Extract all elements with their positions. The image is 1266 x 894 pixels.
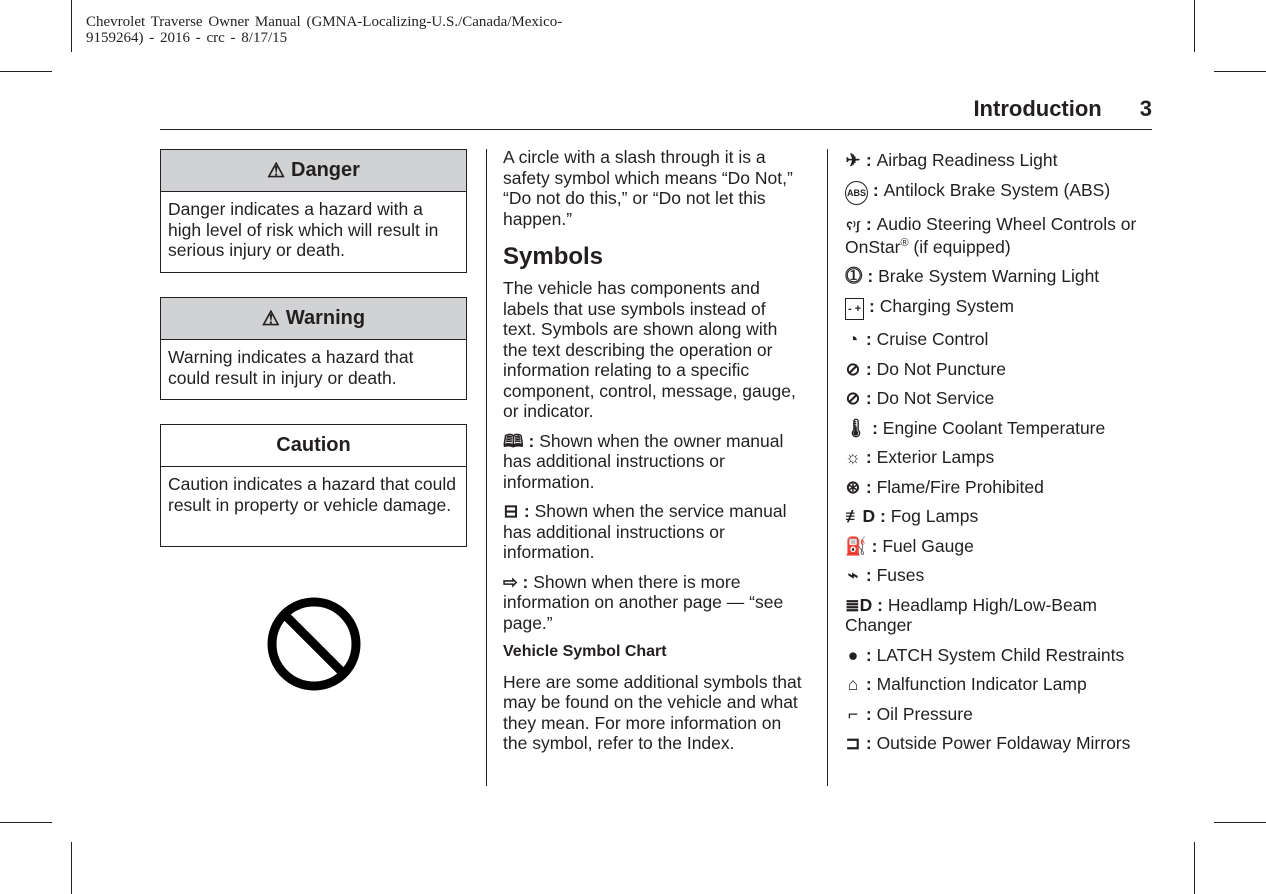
crop-mark [1214,71,1266,72]
crop-mark [71,0,72,52]
mirror-icon: ⊐ [845,733,861,753]
symbol-label: Do Not Service [876,388,995,408]
separator: : [861,476,877,497]
symbols-paragraph: The vehicle has components and labels that use symbols instead of text. Symbols are shown along with the text describing the operation or information relating to a specific component, control, message, gauge, or indicator. [503,278,796,421]
symbol-label: Antilock Brake System (ABS) [883,179,1111,200]
symbol-item [845,447,1155,468]
symbol-label: Audio Steering Wheel Controls or OnStar [845,214,1137,257]
cruise-control-icon: ◔ [847,329,859,349]
danger-text: Danger indicates a hazard with a high level of risk which will result in serious injury or death. [168,199,439,260]
vehicle-symbol-chart-heading: Vehicle Symbol Chart [503,643,667,660]
symbol-list [845,150,1155,763]
symbol-item [845,595,1155,636]
crop-mark [0,71,52,72]
audio-steering-icon: ʕ⁾ʃ [846,219,860,233]
separator: : [861,358,877,379]
symbol-item [845,150,1155,171]
service-manual-icon: ⊟ [503,501,519,521]
flame-prohibited-icon: ⊛ [845,476,861,497]
symbol-item [845,418,1155,439]
abs-icon: ABS [845,181,868,206]
symbol-item [845,506,1155,527]
symbol-item [845,477,1155,498]
ref-text: Shown when the service manual has additional instructions or information. [503,501,787,562]
separator: : [872,594,888,615]
caution-title: Caution [276,434,351,456]
document-header [86,14,562,46]
symbol-label: Oil Pressure [876,703,973,724]
chart-intro-text: Here are some additional symbols that may be found on the vehicle and what they mean. For more information on the symbol, refer to the Index. [503,671,802,753]
crop-mark [1214,822,1266,823]
symbol-item [845,733,1155,754]
owner-manual-icon: 🕮 [503,430,524,451]
symbol-label: Flame/Fire Prohibited [876,476,1044,497]
symbol-label: LATCH System Child Restraints [876,644,1125,665]
crop-mark [71,842,72,894]
headlamp-changer-icon: ≣D [845,594,873,615]
symbol-item [845,536,1155,557]
symbol-label: Brake System Warning Light [878,266,1100,286]
symbol-item [845,674,1155,695]
separator: : [519,501,535,521]
symbol-label: Fuel Gauge [882,535,974,556]
separator: : [861,733,877,753]
running-head [160,96,1152,130]
symbol-label: Outside Power Foldaway Mirrors [876,733,1131,753]
symbol-label: Airbag Readiness Light [876,150,1058,170]
symbol-item [845,704,1155,725]
symbol-label: Headlamp High/Low-Beam Changer [845,594,1098,635]
symbol-item [845,180,1155,206]
prohibition-symbol-icon [266,596,362,692]
latch-icon: ● [847,644,859,665]
battery-icon: - + [845,298,864,321]
coolant-temperature-icon: 🌡 [845,417,868,438]
check-engine-icon: ⌂ [847,674,859,694]
symbol-label: Malfunction Indicator Lamp [876,674,1087,694]
airbag-icon: ✈ [845,150,861,170]
separator: : [861,644,877,665]
column-divider [486,149,487,786]
section-title: Introduction [973,96,1102,121]
exterior-lamps-icon: ☼ [845,447,862,467]
header-line: Chevrolet Traverse Owner Manual (GMNA-Localizing-U.S./Canada/Mexico- [86,14,563,30]
ref-text: Shown when the owner manual has additional instructions or information. [503,430,784,492]
column-divider [827,149,828,786]
oil-pressure-icon: ⌐ [847,703,859,724]
separator: : [517,571,534,592]
middle-column [503,147,803,763]
ref-item [503,572,803,634]
symbol-item [845,359,1155,380]
page-number: 3 [1139,96,1152,121]
symbol-label: Do Not Puncture [876,358,1006,379]
symbol-label: Exterior Lamps [876,447,995,467]
see-page-arrow-icon: ⇨ [503,571,518,592]
danger-header [161,150,466,192]
separator: : [861,703,877,724]
symbol-label: Charging System [879,295,1014,316]
symbols-heading: Symbols [503,243,604,270]
separator: : [861,447,877,467]
ref-text: Shown when there is more information on another page — “see page.” [503,571,784,633]
caution-text: Caution indicates a hazard that could result in property or vehicle damage. [168,474,456,515]
separator: : [861,388,877,408]
registered-mark: ® [900,236,909,249]
warning-box [160,297,467,400]
header-line: 9159264) - 2016 - crc - 8/17/15 [86,30,288,46]
symbol-item [845,214,1155,257]
separator: : [861,150,877,170]
warning-header [161,298,466,340]
separator: : [875,506,891,526]
symbol-item [845,329,1155,350]
symbol-label: Cruise Control [876,329,989,349]
symbol-item [845,565,1155,586]
intro-text: A circle with a slash through it is a safety symbol which means “Do Not,” “Do not do this,” or “Do not let this happen.” [503,147,793,229]
fuses-icon: ⌁ [847,565,859,585]
separator: : [867,417,883,438]
symbol-item [845,296,1155,321]
brake-warning-icon: ⓵ [845,266,863,286]
separator: : [868,179,884,200]
do-not-puncture-icon: ⊘ [845,358,861,379]
warning-title: Warning [285,307,366,329]
separator: : [866,535,883,556]
separator: : [861,214,877,234]
symbol-label: Engine Coolant Temperature [882,417,1106,438]
caution-box [160,424,467,547]
symbol-item [845,266,1155,287]
danger-box [160,149,467,273]
symbol-item [845,645,1155,666]
separator: : [864,295,880,316]
fog-lamps-icon: ≢D [845,506,876,526]
symbol-item [845,388,1155,409]
separator: : [862,266,879,286]
ref-item [503,431,803,493]
symbol-label-suffix: (if equipped) [908,236,1011,257]
crop-mark [1194,842,1195,894]
fuel-gauge-icon: ⛽ [845,535,867,556]
separator: : [861,674,877,694]
warning-triangle-icon: ⚠ [267,160,286,182]
separator: : [861,329,877,349]
crop-mark [0,822,52,823]
separator: : [861,565,877,585]
caution-header [161,425,466,467]
crop-mark [1194,0,1195,52]
warning-triangle-icon: ⚠ [261,308,280,330]
separator: : [523,430,540,451]
warning-text: Warning indicates a hazard that could result in injury or death. [168,347,414,388]
symbol-label: Fog Lamps [890,506,979,526]
danger-title: Danger [291,159,360,181]
ref-item [503,501,803,563]
do-not-service-icon: ⊘ [845,388,861,408]
symbol-label: Fuses [876,565,925,585]
